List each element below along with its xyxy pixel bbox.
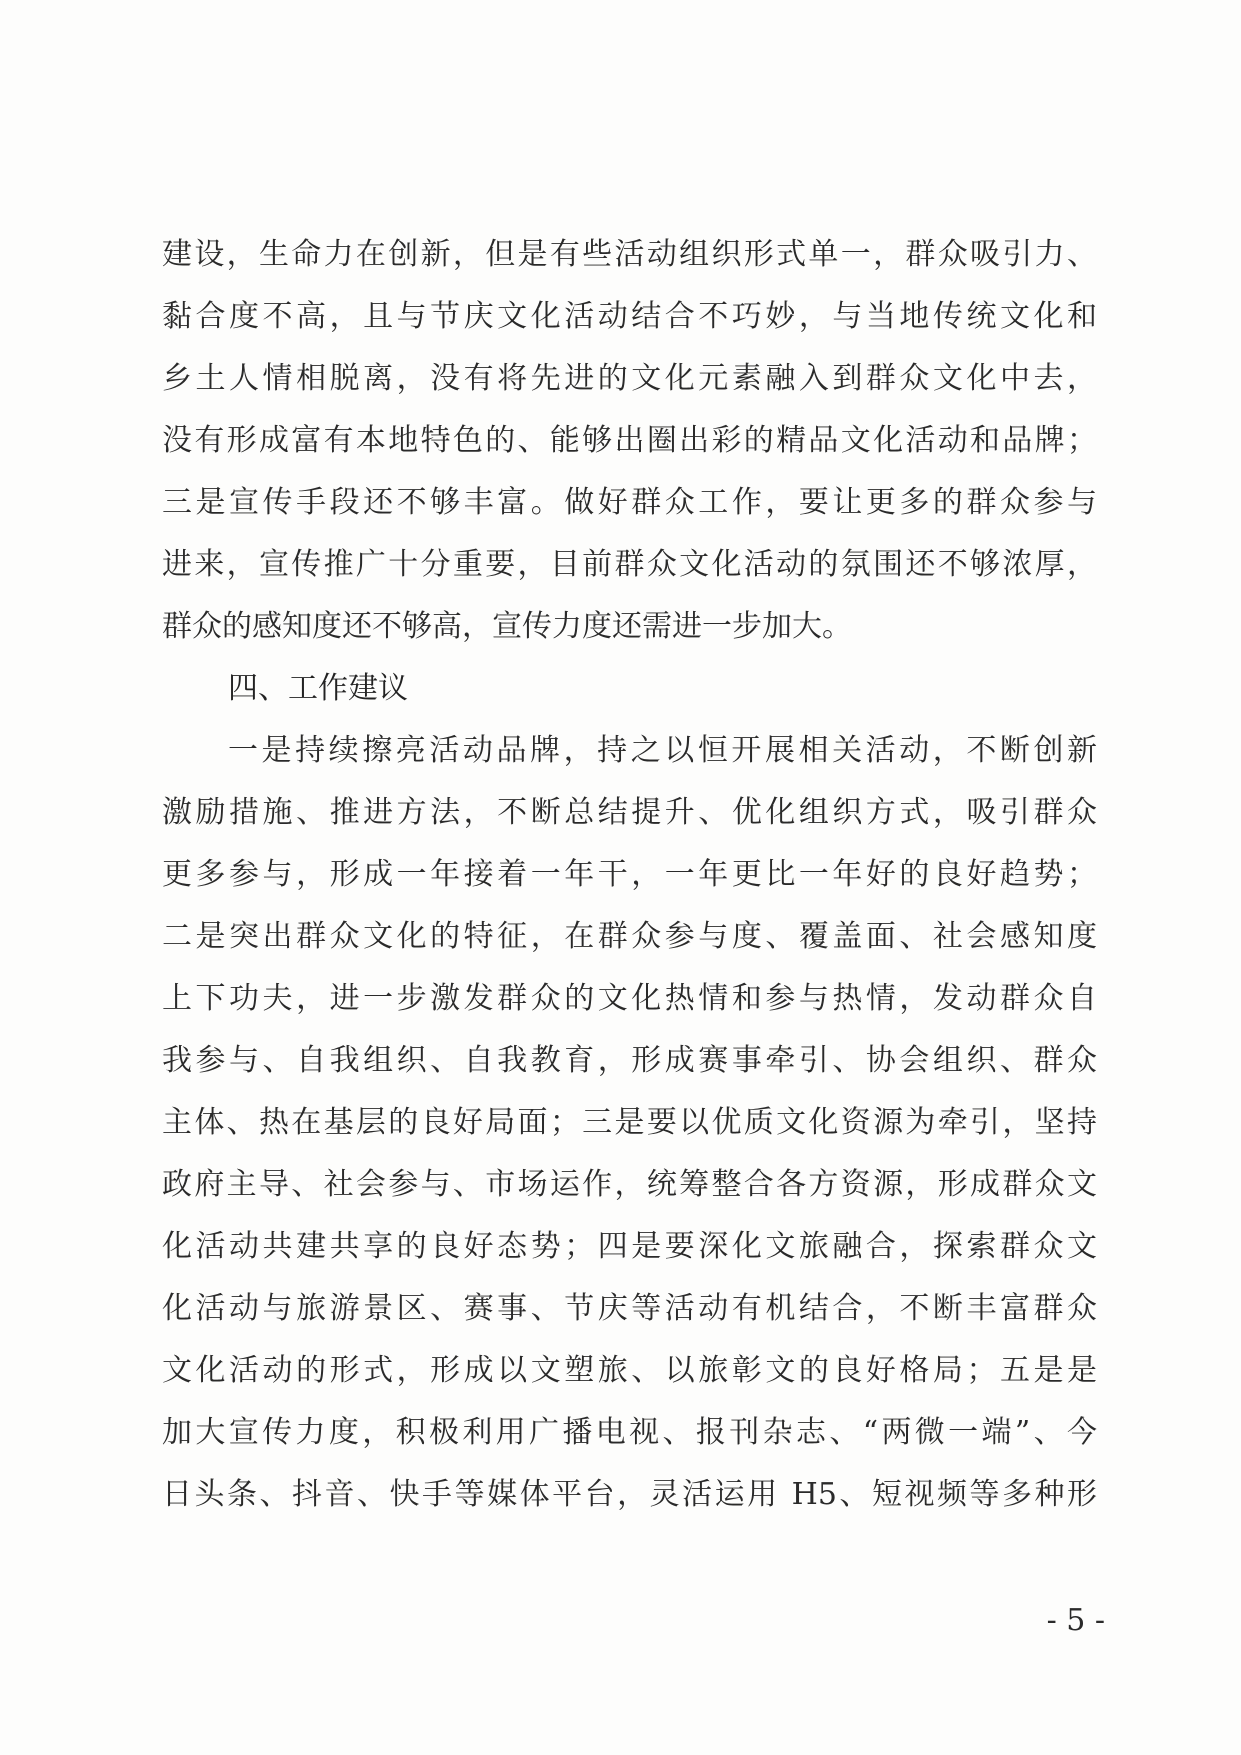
text-line: 政府主导、社会参与、市场运作，统筹整合各方资源，形成群众文 xyxy=(162,1167,1097,1202)
text-line: 一是持续擦亮活动品牌，持之以恒开展相关活动，不断创新 xyxy=(228,733,1097,768)
text-line: 三是宣传手段还不够丰富。做好群众工作，要让更多的群众参与 xyxy=(162,485,1097,520)
text-line: 我参与、自我组织、自我教育，形成赛事牵引、协会组织、群众 xyxy=(162,1043,1097,1078)
text-line: 上下功夫，进一步激发群众的文化热情和参与热情，发动群众自 xyxy=(162,981,1097,1016)
body-text xyxy=(162,224,1097,1526)
text-line: 黏合度不高，且与节庆文化活动结合不巧妙，与当地传统文化和 xyxy=(162,299,1097,334)
text-line: 日头条、抖音、快手等媒体平台，灵活运用 H5、短视频等多种形 xyxy=(162,1477,1097,1512)
text-line: 化活动与旅游景区、赛事、节庆等活动有机结合，不断丰富群众 xyxy=(162,1291,1097,1326)
text-line: 群众的感知度还不够高，宣传力度还需进一步加大。 xyxy=(162,609,852,644)
text-line: 乡土人情相脱离，没有将先进的文化元素融入到群众文化中去， xyxy=(162,361,1097,396)
page-number: - 5 - xyxy=(1046,1603,1105,1638)
text-line: 激励措施、推进方法，不断总结提升、优化组织方式，吸引群众 xyxy=(162,795,1097,830)
text-line: 化活动共建共享的良好态势；四是要深化文旅融合，探索群众文 xyxy=(162,1229,1097,1264)
text-line: 建设，生命力在创新，但是有些活动组织形式单一，群众吸引力、 xyxy=(162,237,1097,272)
text-line: 二是突出群众文化的特征，在群众参与度、覆盖面、社会感知度 xyxy=(162,919,1097,954)
text-line: 更多参与，形成一年接着一年干，一年更比一年好的良好趋势； xyxy=(162,857,1097,892)
text-line: 主体、热在基层的良好局面；三是要以优质文化资源为牵引，坚持 xyxy=(162,1105,1097,1140)
text-line: 文化活动的形式，形成以文塑旅、以旅彰文的良好格局；五是是 xyxy=(162,1353,1097,1388)
text-line: 加大宣传力度，积极利用广播电视、报刊杂志、“两微一端”、今 xyxy=(162,1415,1097,1450)
section-heading: 四、工作建议 xyxy=(228,671,408,706)
text-line: 没有形成富有本地特色的、能够出圈出彩的精品文化活动和品牌； xyxy=(162,423,1097,458)
text-line: 进来，宣传推广十分重要，目前群众文化活动的氛围还不够浓厚， xyxy=(162,547,1097,582)
